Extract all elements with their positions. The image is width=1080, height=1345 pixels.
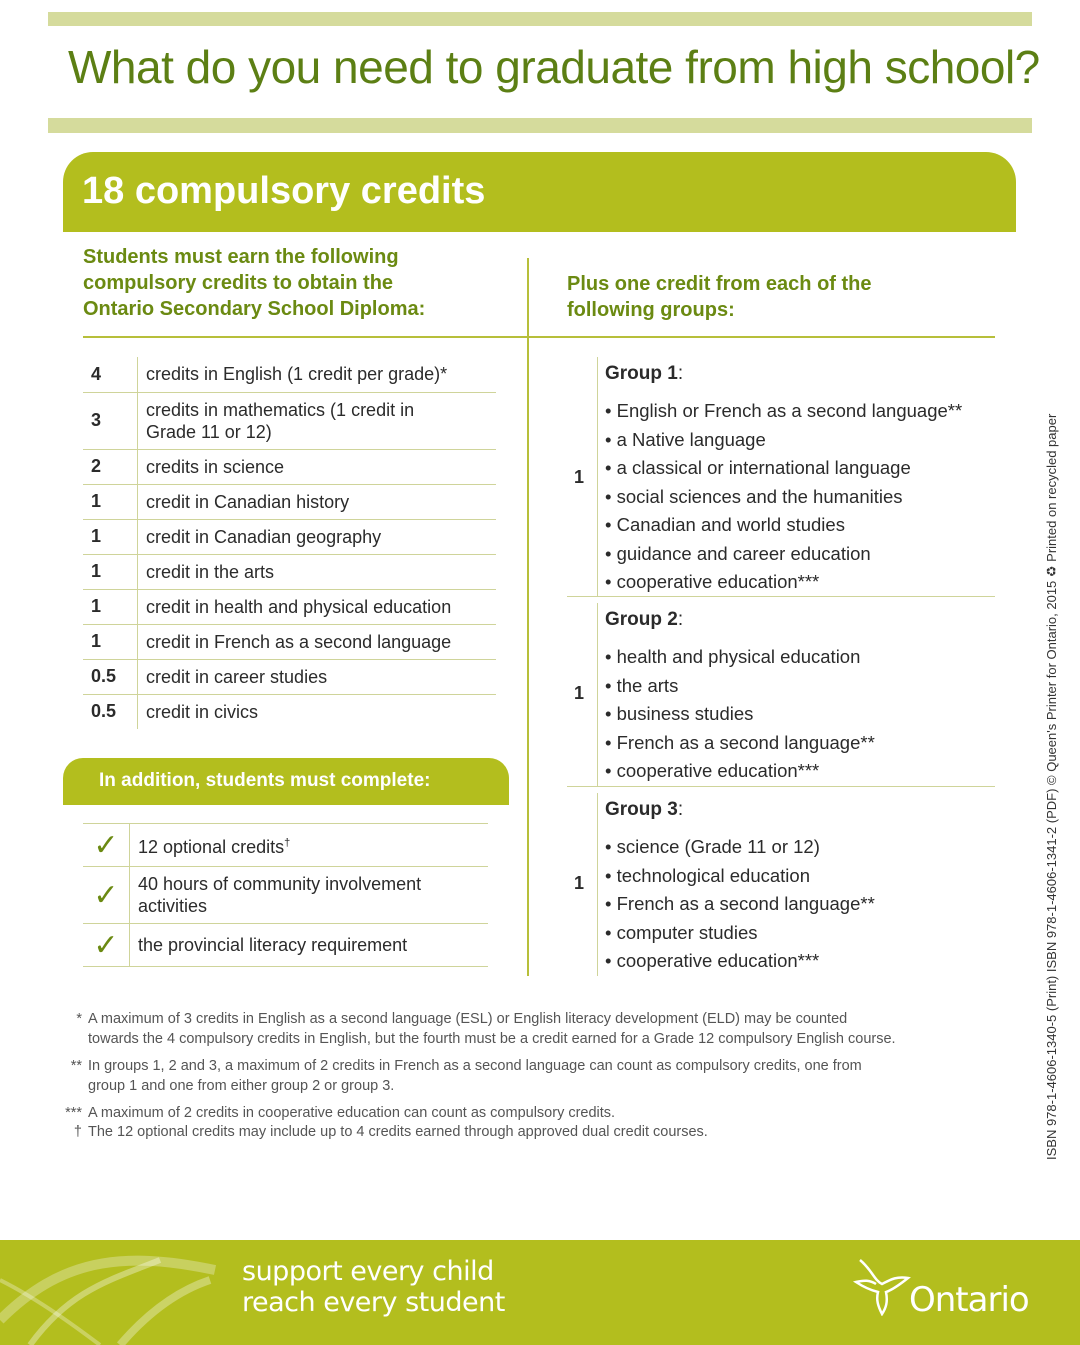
check-icon: ✓: [83, 924, 130, 967]
top-band: [48, 12, 1032, 26]
group-3: [567, 793, 995, 976]
credit-count: 4: [83, 357, 138, 392]
credit-count: 0.5: [83, 659, 138, 694]
list-item: • guidance and career education: [605, 540, 962, 569]
group-1: [567, 357, 995, 597]
table-row: [83, 924, 488, 967]
list-item: • science (Grade 11 or 12): [605, 833, 875, 862]
list-item: • Canadian and world studies: [605, 511, 962, 540]
trillium-logo-icon: [852, 1256, 912, 1316]
credit-description: credit in French as a second language: [138, 624, 497, 659]
footnote: [70, 1056, 1008, 1096]
footnote-line: In groups 1, 2 and 3, a maximum of 2 credits in French as a second language can count as compulsory credits, one from: [88, 1058, 862, 1074]
group-divider-line: [597, 357, 598, 597]
credit-description: credits in English (1 credit per grade)*: [138, 357, 497, 392]
footnote-line: towards the 4 compulsory credits in English, but the fourth must be a credit earned for a Grade 12 compulsory English course.: [88, 1031, 896, 1047]
list-item: • cooperative education***: [605, 757, 875, 786]
right-heading: [567, 271, 872, 323]
footnote: [73, 1122, 1008, 1142]
group-credit-count: 1: [573, 873, 584, 893]
requirement-label: 12 optional credits: [138, 837, 285, 857]
additional-requirements-table: [83, 823, 488, 967]
list-item: • business studies: [605, 700, 875, 729]
table-row: [83, 694, 496, 729]
footnote-line: A maximum of 3 credits in English as a second language (ESL) or English literacy development (ELD) may be counted: [88, 1011, 848, 1027]
left-heading-line: Ontario Secondary School Diploma:: [83, 298, 426, 320]
check-icon: ✓: [83, 867, 130, 924]
group-title-label: Group 3: [605, 799, 678, 820]
list-item: • cooperative education***: [605, 568, 962, 597]
group-title-label: Group 1: [605, 363, 678, 384]
title-underline-band: [48, 118, 1032, 133]
list-item: • French as a second language**: [605, 890, 875, 919]
footnote-mark: *: [76, 1011, 82, 1027]
list-item: • English or French as a second language**: [605, 397, 962, 426]
list-item: • French as a second language**: [605, 729, 875, 758]
requirement-line: 40 hours of community involvement: [138, 874, 422, 894]
footnote: [65, 1103, 1008, 1123]
credit-count: 1: [83, 554, 138, 589]
list-item: • technological education: [605, 862, 875, 891]
table-row: [83, 824, 488, 867]
footnote-mark: ***: [65, 1105, 82, 1121]
group-title: Group 1:: [605, 363, 684, 384]
requirement-text: [130, 867, 489, 924]
group-divider-line: [597, 603, 598, 787]
footnote: [76, 1009, 1008, 1049]
left-heading-line: compulsory credits to obtain the: [83, 272, 394, 294]
left-heading: [83, 244, 425, 322]
list-item: • social sciences and the humanities: [605, 483, 962, 512]
ontario-wordmark: Ontario: [909, 1280, 1029, 1320]
tagline-line-2: reach every student: [242, 1287, 505, 1318]
credit-count: 3: [83, 392, 138, 449]
group-title: Group 2:: [605, 609, 684, 630]
list-item: • cooperative education***: [605, 947, 875, 976]
check-icon: ✓: [83, 824, 130, 867]
group-title: Group 3:: [605, 799, 684, 820]
list-item: • a Native language: [605, 426, 962, 455]
table-row: [83, 392, 496, 449]
page-title: What do you need to graduate from high school?: [68, 41, 1040, 93]
left-heading-rule: [83, 336, 528, 338]
group-2: [567, 603, 995, 787]
credit-description: credit in Canadian geography: [138, 519, 497, 554]
list-item: • a classical or international language: [605, 454, 962, 483]
group-items: [605, 397, 962, 597]
credit-count: 1: [83, 484, 138, 519]
swirl-decoration: [0, 1240, 260, 1345]
publication-info: ISBN 978-1-4606-1340-5 (Print) ISBN 978-1-4606-1341-2 (PDF) © Queen's Printer for Ontario, 2015 ♻ Printed on recycled paper: [1044, 413, 1059, 1160]
group-credit-count: 1: [573, 467, 584, 487]
footnote-line: group 1 and one from either group 2 or group 3.: [88, 1078, 395, 1094]
tagline-line-1: support every child: [242, 1256, 494, 1287]
credit-description: credit in the arts: [138, 554, 497, 589]
compulsory-credits-table: [83, 357, 496, 729]
table-row: [83, 357, 496, 392]
credit-count: 0.5: [83, 694, 138, 729]
footnote-mark: **: [70, 1058, 82, 1074]
dagger-mark: †: [284, 837, 291, 849]
credit-description: credit in Canadian history: [138, 484, 497, 519]
credit-description-line: credits in mathematics (1 credit in: [146, 399, 415, 420]
addition-heading: In addition, students must complete:: [99, 770, 431, 791]
requirement-text: [130, 824, 489, 867]
list-item: • the arts: [605, 672, 875, 701]
credit-count: 1: [83, 624, 138, 659]
credit-description: credit in civics: [146, 701, 259, 722]
requirement-line: activities: [138, 896, 208, 916]
group-divider-line: [597, 793, 598, 976]
right-heading-line: Plus one credit from each of the: [567, 273, 872, 295]
credit-description: [138, 392, 497, 449]
footnote-line: A maximum of 2 credits in cooperative education can count as compulsory credits.: [88, 1105, 616, 1121]
credit-count: 2: [83, 449, 138, 484]
right-heading-rule: [529, 336, 995, 338]
group-credit-count: 1: [573, 683, 584, 703]
credit-description: credits in science: [138, 449, 497, 484]
table-row: [83, 484, 496, 519]
group-separator: [567, 786, 995, 787]
table-row: [83, 589, 496, 624]
column-divider: [527, 258, 529, 976]
list-item: • health and physical education: [605, 643, 875, 672]
table-row: [83, 554, 496, 589]
banner-title: 18 compulsory credits: [82, 170, 486, 212]
table-row: [83, 624, 496, 659]
group-separator: [567, 596, 995, 597]
credit-description-line: Grade 11 or 12): [146, 421, 272, 442]
table-row: [83, 659, 496, 694]
table-row: [83, 519, 496, 554]
credit-description: credit in career studies: [138, 659, 497, 694]
footnote-line: The 12 optional credits may include up to 4 credits earned through approved dual credit courses.: [88, 1124, 708, 1140]
credit-description: credit in health and physical education: [138, 589, 497, 624]
group-title-label: Group 2: [605, 609, 678, 630]
credit-count: 1: [83, 589, 138, 624]
credit-count: 1: [83, 519, 138, 554]
requirement-text: the provincial literacy requirement: [130, 924, 489, 967]
table-row: [83, 867, 488, 924]
table-row: [83, 449, 496, 484]
group-items: [605, 643, 875, 786]
right-heading-line: following groups:: [567, 299, 735, 321]
footnote-mark: †: [73, 1124, 82, 1140]
group-items: [605, 833, 875, 976]
left-heading-line: Students must earn the following: [83, 246, 399, 268]
list-item: • computer studies: [605, 919, 875, 948]
